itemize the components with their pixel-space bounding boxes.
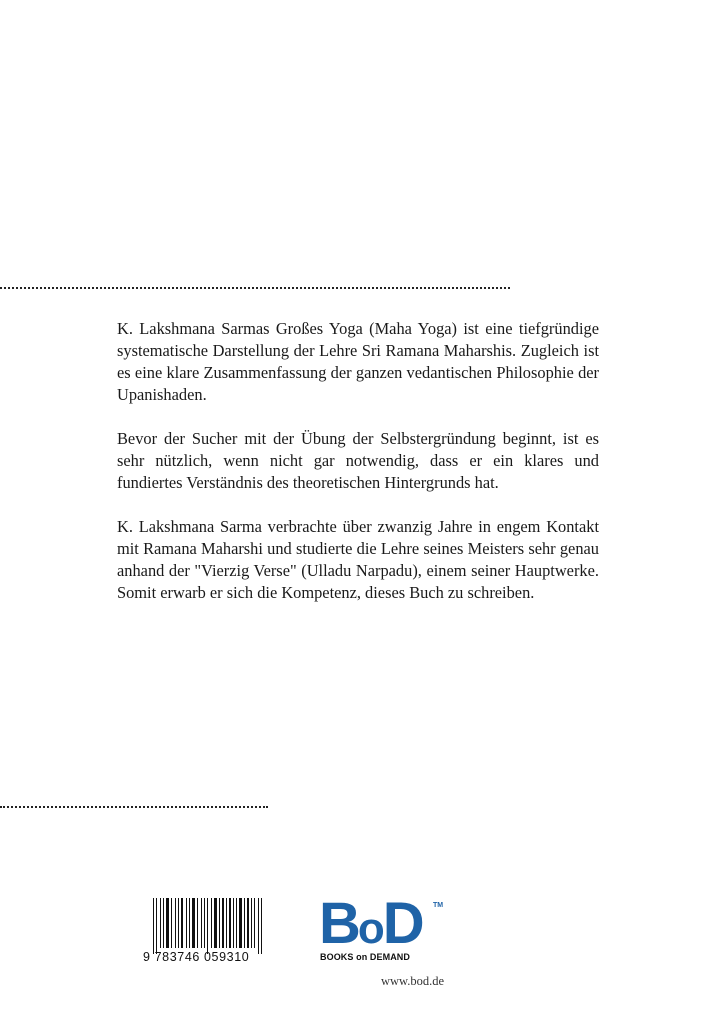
- dotted-divider-bottom: [0, 806, 268, 808]
- barcode-bar: [236, 898, 237, 948]
- barcode-bar: [229, 898, 231, 948]
- publisher-logo: [319, 891, 449, 964]
- barcode-bar: [192, 898, 195, 948]
- logo-tagline: BOOKS on DEMAND: [320, 952, 410, 962]
- barcode-bar: [171, 898, 172, 948]
- barcode-bar: [153, 898, 154, 954]
- barcode-bar: [219, 898, 220, 948]
- barcode-bar: [211, 898, 212, 948]
- logo-letter-d: D: [382, 891, 422, 956]
- barcode-bar: [247, 898, 249, 948]
- logo-trademark: TM: [433, 902, 444, 909]
- barcode-bar: [160, 898, 161, 948]
- barcode-bar: [244, 898, 245, 948]
- barcode-bar: [163, 898, 164, 948]
- barcode-bar: [204, 898, 205, 948]
- logo-letter-b: B: [319, 891, 358, 956]
- barcode-bar: [181, 898, 183, 948]
- barcode-bar: [186, 898, 187, 948]
- barcode-bar: [166, 898, 169, 948]
- barcode-bar: [239, 898, 242, 948]
- barcode-bar: [156, 898, 157, 954]
- bod-logo-mark: [319, 891, 422, 956]
- isbn-digits: 9 783746 059310: [143, 950, 250, 964]
- barcode-bar: [254, 898, 255, 948]
- barcode-bar: [201, 898, 202, 948]
- barcode-bar: [222, 898, 224, 948]
- barcode-bar: [226, 898, 227, 948]
- barcode-bar: [197, 898, 198, 948]
- blurb-paragraph-3: K. Lakshmana Sarma verbrachte über zwanzig Jahre in engem Kontakt mit Ramana Maharshi und studierte die Lehre seines Meisters sehr genau anhand der "Vierzig Verse" (Ulladu Narpadu), einem seiner Hauptwerke. Somit erwarb er sich die Kompetenz, dieses Buch zu schreiben.: [117, 517, 599, 602]
- barcode-bar: [251, 898, 252, 948]
- isbn-barcode: [143, 898, 289, 966]
- logo-letter-o: o: [357, 904, 383, 953]
- blurb-paragraph-2: Bevor der Sucher mit der Übung der Selbstergründung beginnt, ist es sehr nützlich, wenn nicht gar notwendig, dass er ein klares und fundiertes Verständnis des theoretischen Hintergrunds hat.: [117, 429, 599, 492]
- back-cover-blurb: [117, 318, 599, 626]
- blurb-paragraph-1: K. Lakshmana Sarmas Großes Yoga (Maha Yoga) ist eine tiefgründige systematische Darstellung der Lehre Sri Ramana Maharshis. Zugleich ist es eine klare Zusammenfassung der ganzen vedantischen Philosophie der Upanishaden.: [117, 319, 599, 404]
- barcode-bar: [258, 898, 259, 954]
- barcode-bar: [175, 898, 176, 948]
- dotted-divider-top: [0, 287, 510, 289]
- publisher-website: www.bod.de: [381, 974, 445, 988]
- barcode-bar: [189, 898, 190, 948]
- barcode-bar: [214, 898, 217, 948]
- barcode-bars-icon: [143, 898, 289, 954]
- barcode-bar: [233, 898, 234, 948]
- barcode-bar: [207, 898, 208, 954]
- barcode-bar: [261, 898, 262, 954]
- barcode-bar: [178, 898, 179, 948]
